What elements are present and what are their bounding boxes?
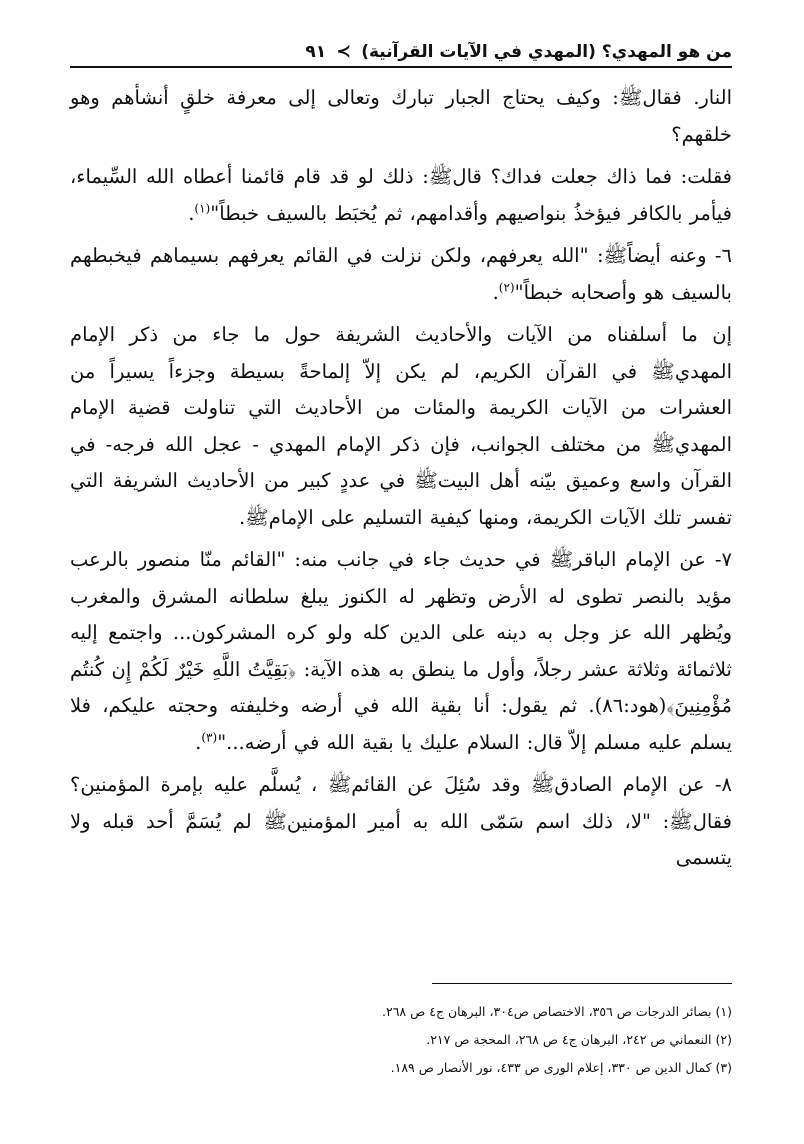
paragraph: ٧- عن الإمام الباقرﷺ في حديث جاء في جانب منه: "القائم منّا منصور بالرعب مؤيد بالنصر تطوى له الأرض وتظهر له الكنوز يبلغ سلطانه المشرق والمغرب ويُظهر الله عز وجل به دينه على الدين كله ولو كره المشركون... واجتمع إليه ثلاثمائة وثلاثة عشر رجلاً، وأول ما ينطق به هذه الآية: ﴿بَقِيَّتُ اللَّهِ خَيْرٌ لَكُمْ إِن كُنتُم مُؤْمِنِينَ﴾(هود:٨٦). ثم يقول: أنا بقية الله في أرضه وخليفته وحجته عليكم، فلا يسلم عليه مسلم إلاّ قال: السلام عليك يا بقية الله في أرضه..."$^{(٣)}$. xyxy=(70,548,732,754)
body-text xyxy=(70,80,732,877)
footnote-ref: (١) xyxy=(194,201,211,215)
footnote-divider xyxy=(432,983,732,984)
footnote: (٢) النعماني ص ٢٤٢، البرهان ج٤ ص ٢٦٨، المحجة ص ٢١٧. xyxy=(426,1032,732,1047)
footnote: (١) بصائر الدرجات ص ٣٥٦، الاختصاص ص٣٠٤، البرهان ج٤ ص ٢٦٨. xyxy=(382,1004,732,1019)
running-header-title: من هو المهدي؟ (المهدي في الآيات القرآنية) xyxy=(361,42,732,62)
header-arrow-icon: ≻ xyxy=(336,41,352,62)
paragraph: النار. فقالﷺ: وكيف يحتاج الجبار تبارك وتعالى إلى معرفة خلقٍ أنشأهم وهو خلقهم؟ xyxy=(70,86,732,146)
footnote: (٣) كمال الدين ص ٣٣٠، إعلام الورى ص ٤٣٣، نور الأنصار ص ١٨٩. xyxy=(390,1060,732,1075)
footnote-ref: (٣) xyxy=(201,730,218,744)
footnotes xyxy=(70,998,732,1082)
page-number: ٩١ xyxy=(305,42,327,62)
book-page xyxy=(70,28,732,1118)
paragraph: ٦- وعنه أيضاًﷺ: "الله يعرفهم، ولكن نزلت في القائم يعرفهم بسيماهم فيخبطهم بالسيف هو وأصحابه خبطاً"$^{(٢)}$. xyxy=(70,244,732,304)
paragraph: ٨- عن الإمام الصادقﷺ وقد سُئِلَ عن القائمﷺ ، يُسلَّم عليه بإمرة المؤمنين؟ فقالﷺ: "لا، ذلك اسم سَمّى الله به أمير المؤمنينﷺ لم يُسَمَّ أحد قبله ولا يتسمى xyxy=(70,773,732,869)
running-header xyxy=(70,28,732,68)
footnote-ref: (٢) xyxy=(498,280,515,294)
paragraph: فقلت: فما ذاك جعلت فداك؟ قالﷺ: ذلك لو قد قام قائمنا أعطاه الله السِّيماء، فيأمر بالكافر فيؤخذُ بنواصيهم وأقدامهم، ثم يُخبَط بالسيف خبطاً"$^{(١)}$. xyxy=(70,165,732,225)
paragraph: إن ما أسلفناه من الآيات والأحاديث الشريفة حول ما جاء من ذكر الإمام المهديﷺ في القرآن الكريم، لم يكن إلاّ إلماحةً بسيطة وجزءاً يسيراً من العشرات من الآيات الكريمة والمئات من الأحاديث التي تناولت قضية الإمام المهديﷺ من مختلف الجوانب، فإن ذكر الإمام المهدي - عجل الله فرجه- في القرآن واسع وعميق بيّنه أهل البيتﷺ في عددٍ كبير من الأحاديث الشريفة التي تفسر تلك الآيات الكريمة، ومنها كيفية التسليم على الإمامﷺ. xyxy=(70,323,732,529)
